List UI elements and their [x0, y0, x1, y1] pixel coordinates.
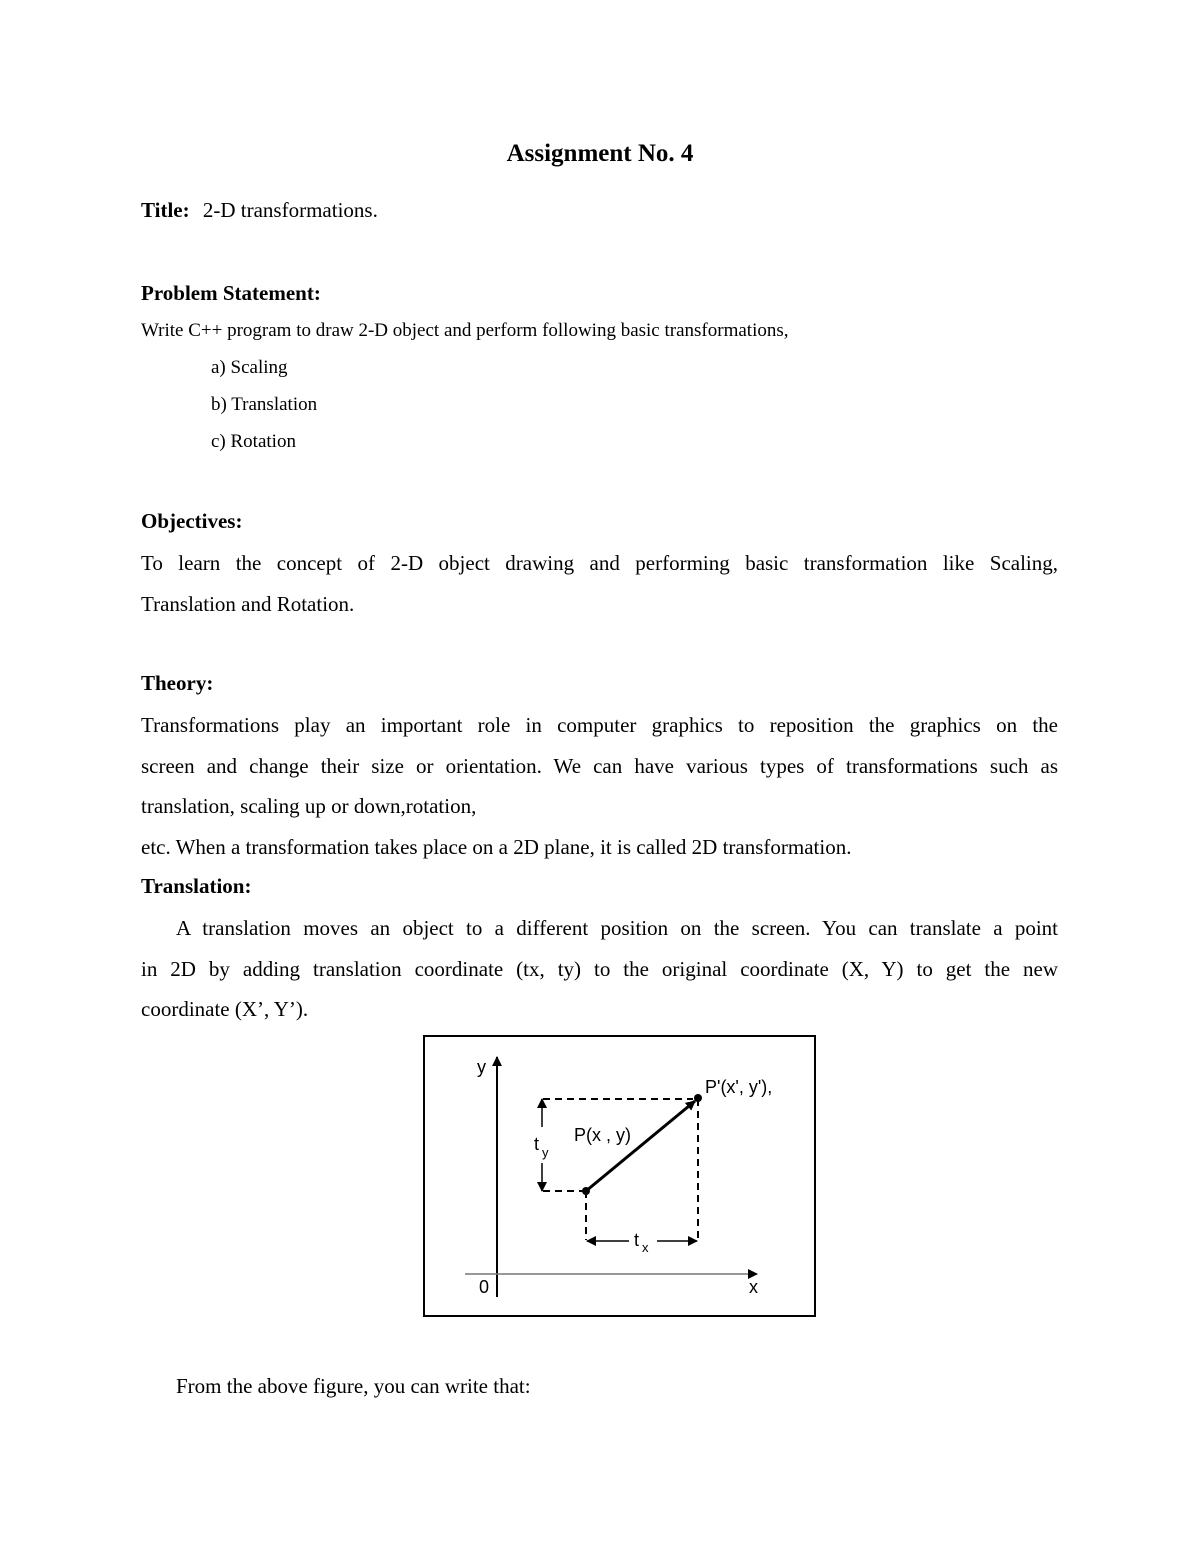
- point-p-prime-label: P'(x', y'),: [705, 1077, 773, 1097]
- tx-label: t: [634, 1230, 640, 1250]
- title-label: Title:: [141, 198, 190, 222]
- problem-text: Write C++ program to draw 2-D object and perform following basic transformations,: [141, 320, 789, 341]
- closing-line: From the above figure, you can write that:: [176, 1374, 531, 1398]
- problem-heading: Problem Statement:: [141, 281, 321, 305]
- translation-line-1: A translation moves an object to a different position on the screen. You can translate a point: [176, 916, 1058, 940]
- point-p-label: P(x , y): [574, 1125, 631, 1145]
- objectives-line-1: To learn the concept of 2-D object drawing and performing basic transformation like Scaling,: [141, 551, 1058, 575]
- objectives-line-2: Translation and Rotation.: [141, 592, 355, 616]
- problem-item-rotation: c) Rotation: [211, 431, 296, 452]
- ty-label: t: [534, 1134, 540, 1154]
- title-value: 2-D transformations.: [202, 198, 378, 222]
- theory-heading: Theory:: [141, 671, 214, 695]
- x-axis-label: x: [749, 1277, 758, 1297]
- translation-figure: [423, 1035, 816, 1317]
- problem-item-translation: b) Translation: [211, 394, 318, 415]
- translation-heading: Translation:: [141, 874, 252, 898]
- page-title: Assignment No. 4: [506, 140, 694, 167]
- theory-line-1: Transformations play an important role in computer graphics to reposition the graphics on the: [141, 713, 1058, 737]
- objectives-heading: Objectives:: [141, 509, 243, 533]
- theory-line-2: screen and change their size or orientation. We can have various types of transformations such as: [141, 754, 1058, 778]
- y-axis-label: y: [477, 1057, 486, 1077]
- ty-subscript: y: [542, 1145, 549, 1160]
- title-row: [141, 198, 378, 223]
- point-p-dot: [582, 1187, 590, 1195]
- theory-line-3: translation, scaling up or down,rotation,: [141, 794, 477, 818]
- problem-item-scaling: a) Scaling: [211, 357, 288, 378]
- point-p-prime-dot: [694, 1094, 702, 1102]
- theory-line-4: etc. When a transformation takes place on a 2D plane, it is called 2D transformation.: [141, 835, 852, 859]
- tx-subscript: x: [642, 1240, 649, 1255]
- translation-line-2: in 2D by adding translation coordinate (tx, ty) to the original coordinate (X, Y) to get the new: [141, 957, 1058, 981]
- translation-line-3: coordinate (X’, Y’).: [141, 997, 309, 1021]
- origin-label: 0: [479, 1277, 490, 1297]
